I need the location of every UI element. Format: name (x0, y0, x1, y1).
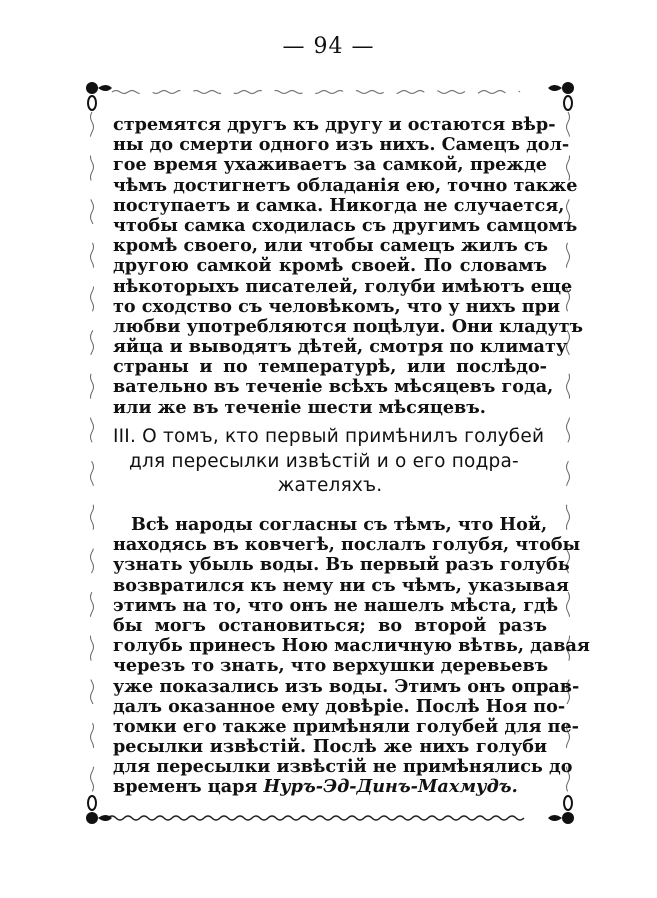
text-line: то сходство съ человѣкомъ, что у нихъ при (113, 295, 561, 317)
paragraph-continued (113, 114, 583, 418)
text-line-final (113, 777, 547, 797)
text-line: другою самкой кромѣ своей. По словамъ (113, 255, 547, 277)
text-line: чтобы самка сходилась съ другимъ самцомъ (113, 214, 578, 236)
text-line: далъ оказанное ему довѣріе. Послѣ Ноя по- (113, 695, 566, 717)
heading-line: для пересылки извѣстій и о его подра- (129, 450, 519, 472)
heading-line: жателяхъ. (277, 475, 383, 496)
text-line: нѣкоторыхъ писателей, голуби имѣютъ еще (113, 275, 573, 297)
text-line: вательно въ теченіе всѣхъ мѣсяцевъ года, (113, 376, 554, 398)
text-line: голубь принесъ Ною масличную вѣтвь, давая (113, 635, 590, 657)
page-number: — 94 — (282, 34, 375, 59)
text-line: любви употребляются поцѣлуи. Они кладутъ (113, 315, 583, 337)
text-line: яйца и выводятъ дѣтей, смотря по климату (113, 336, 568, 358)
text-line: черезъ то знать, что верхушки деревьевъ (113, 655, 549, 677)
text-line: ресылки извѣстій. Послѣ же нихъ голуби (113, 736, 547, 758)
text-line: ны до смерти одного изъ нихъ. Самецъ дол- (113, 134, 570, 156)
paragraph-noah (113, 514, 590, 798)
frame-left-border (91, 112, 94, 802)
text-line: поступаетъ и самка. Никогда не случается, (113, 194, 565, 216)
heading-line: III. О томъ, кто первый примѣнилъ голубей (113, 426, 545, 447)
text-line: томки его также примѣняли голубей для пе- (113, 715, 579, 737)
ruler-name: Нуръ-Эд-Динъ-Махмудъ. (263, 776, 518, 798)
text-line: гое время ухаживаетъ за самкой, прежде (113, 154, 547, 176)
text-line: узнать убыль воды. Въ первый разъ голубь (113, 554, 570, 576)
corner-ornament-top-right (548, 82, 574, 110)
text-line: стремятся другъ къ другу и остаются вѣр- (113, 114, 556, 135)
section-heading (113, 425, 547, 499)
text-line: для пересылки извѣстій не примѣнялись до (113, 756, 573, 778)
corner-ornament-bottom-right (548, 796, 574, 824)
text-line: находясь въ ковчегѣ, послалъ голубя, чтобы (113, 534, 581, 556)
corner-ornament-top-left (86, 82, 112, 110)
text-line: или же въ теченіе шести мѣсяцевъ. (113, 396, 486, 418)
text-line: этимъ на то, что онъ не нашелъ мѣста, гдѣ (113, 594, 559, 616)
final-line-prefix: временъ царя (113, 776, 264, 798)
text-line: бы могъ остановиться; во второй разъ (113, 614, 547, 636)
text-line: кромѣ своего, или чтобы самецъ жилъ съ (113, 235, 549, 257)
text-line: уже показались изъ воды. Этимъ онъ оправ- (113, 675, 580, 697)
frame-top-border (112, 91, 520, 94)
corner-ornament-bottom-left (86, 796, 112, 824)
frame-bottom-border (108, 816, 524, 820)
text-line: возвратился къ нему ни съ чѣмъ, указывая (113, 574, 569, 596)
text-line: Всѣ народы согласны съ тѣмъ, что Ной, (131, 514, 548, 535)
text-line: страны и по температурѣ, или послѣдо- (113, 356, 547, 378)
text-line: чѣмъ достигнетъ обладанія ею, точно также (113, 174, 578, 196)
